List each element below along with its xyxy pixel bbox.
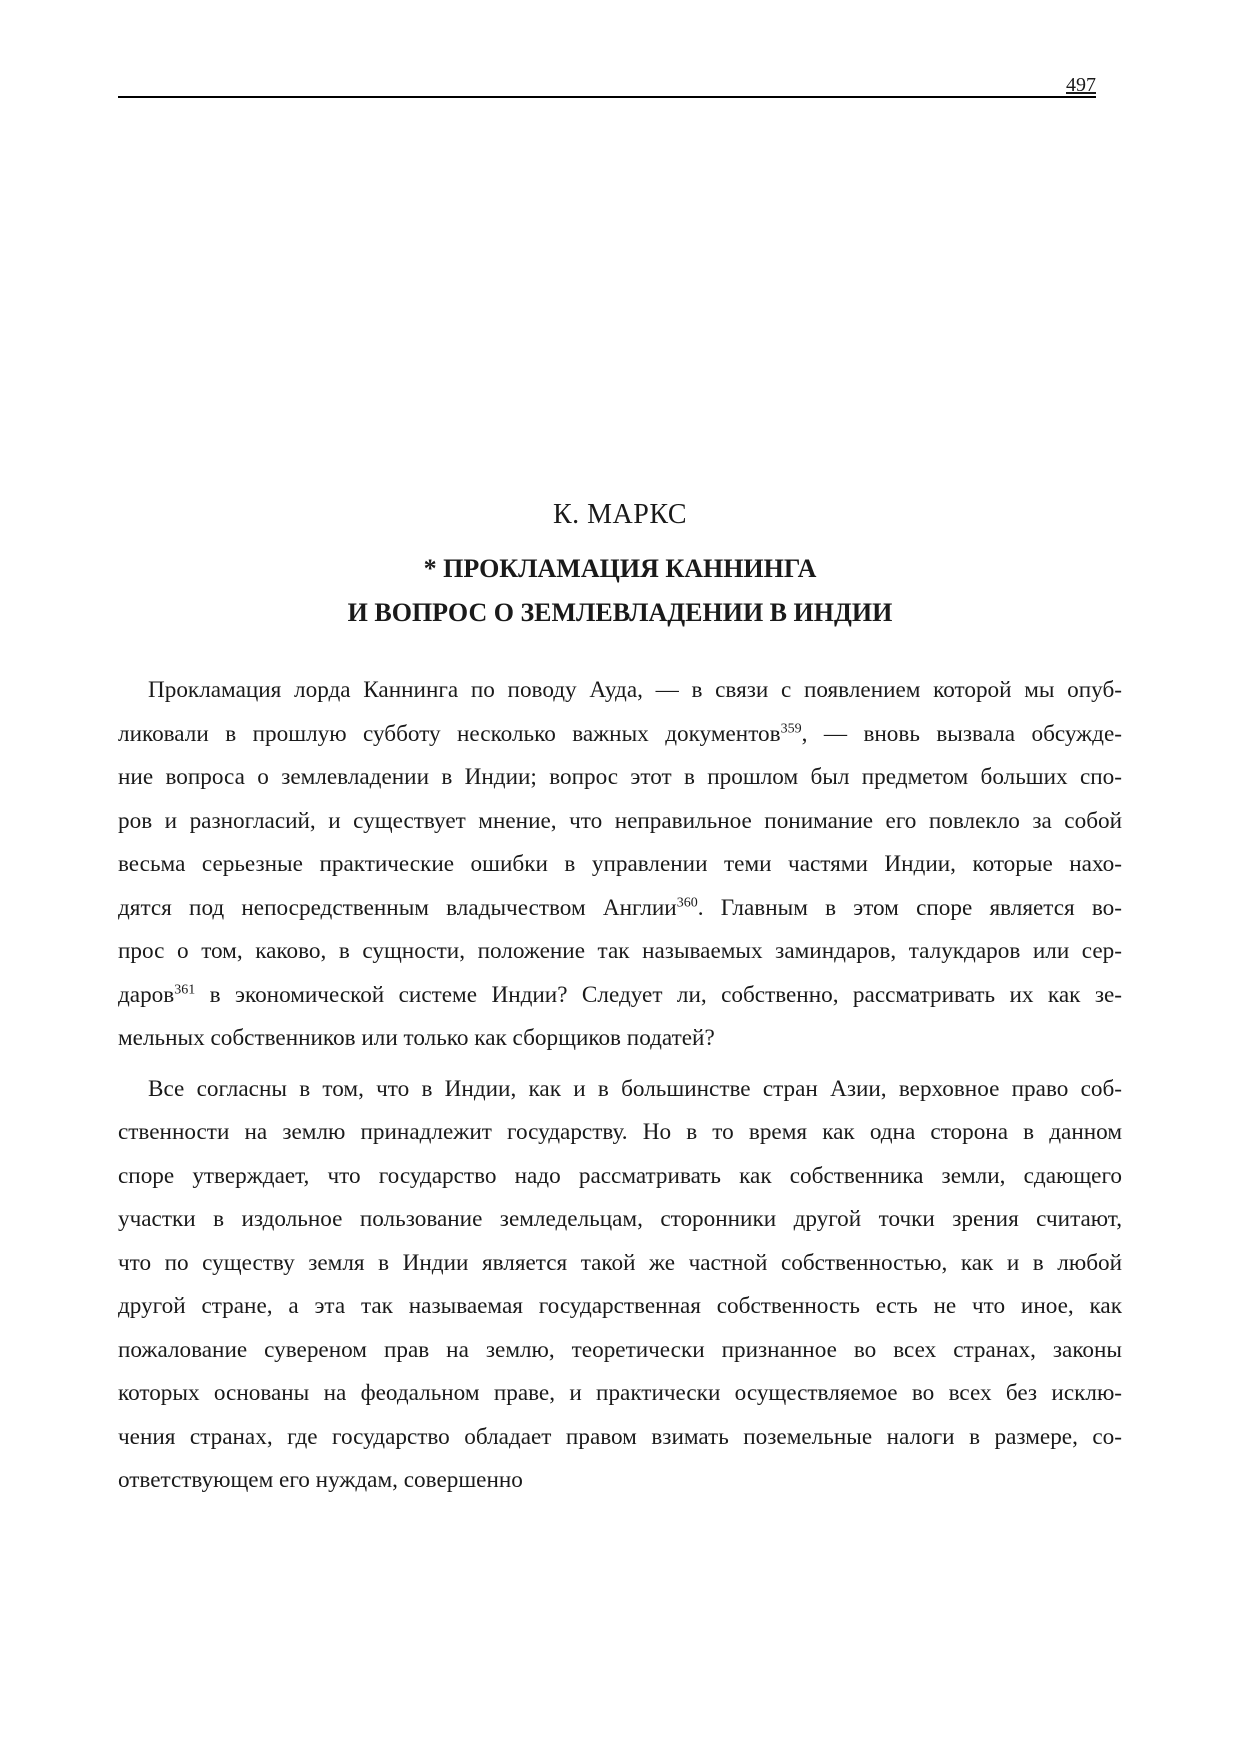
text-line: Прокламация лорда Каннинга по поводу Ауда, — в связи с появлением которой мы опуб- xyxy=(148,677,1122,703)
footnote-ref-360[interactable]: 360 xyxy=(676,894,698,910)
text-line: что по существу земля в Индии является такой же частной собственностью, как и в любой xyxy=(118,1249,1122,1276)
author: К. МАРКС xyxy=(552,499,688,530)
text-line: ответствующем его нуждам, совершенно xyxy=(118,1467,523,1493)
text-fragment: в экономической системе Индии? Следует ли, собственно, рассматривать их как зе- xyxy=(195,981,1122,1008)
title-line-2: И ВОПРОС О ЗЕМЛЕВЛАДЕНИИ В ИНДИИ xyxy=(347,598,893,627)
text-line: ственности на землю принадлежит государству. Но в то время как одна сторона в данном xyxy=(118,1119,1122,1145)
title-line-1: * ПРОКЛАМАЦИЯ КАННИНГА xyxy=(423,554,817,583)
text-line: другой стране, а эта так называемая государственная собственность есть не что иное, как xyxy=(118,1293,1122,1319)
text-line: Все согласны в том, что в Индии, как и в большинстве стран Азии, верховное право соб- xyxy=(148,1075,1122,1102)
text-fragment: дятся под непосредственным владычеством Англии xyxy=(118,894,677,921)
text-line xyxy=(118,887,1122,931)
text-line: споре утверждает, что государство надо рассматривать как собственника земли, сдающего xyxy=(118,1162,1122,1189)
text-line: весьма серьезные практические ошибки в управлении теми частями Индии, которые нахо- xyxy=(118,851,1122,877)
text-line: чения странах, где государство обладает правом взимать поземельные налоги в размере, со- xyxy=(118,1423,1122,1450)
text-fragment: ликовали в прошлую субботу несколько важных документов xyxy=(118,720,781,747)
text-line: ров и разногласий, и существует мнение, что неправильное понимание его повлекло за собой xyxy=(118,807,1122,834)
article-title xyxy=(118,547,1122,635)
footnote-ref-361[interactable]: 361 xyxy=(174,981,196,997)
title-block xyxy=(118,498,1122,635)
text-line: ние вопроса о землевладении в Индии; вопрос этот в прошлом был предметом больших спо- xyxy=(118,764,1122,790)
text-fragment: даров xyxy=(118,981,175,1008)
footnote-ref-359[interactable]: 359 xyxy=(780,720,802,736)
text-line: пожалование сувереном прав на землю, теоретически признанное во всех странах, законы xyxy=(118,1336,1122,1363)
text-line: мельных собственников или только как сборщиков податей? xyxy=(118,1025,715,1051)
paragraph-1 xyxy=(118,669,1122,1061)
paragraph-2 xyxy=(118,1068,1122,1503)
text-line xyxy=(118,713,1122,757)
page-header xyxy=(118,74,1096,98)
text-line: участки в издольное пользование земледельцам, сторонники другой точки зрения считают, xyxy=(118,1206,1122,1232)
text-fragment: , — вновь вызвала обсужде- xyxy=(801,720,1122,747)
text-line: которых основаны на феодальном праве, и практически осуществляемое во всех без исклю- xyxy=(118,1380,1122,1406)
text-fragment: . Главным в этом споре является во- xyxy=(697,894,1122,921)
text-line: прос о том, каково, в сущности, положение так называемых заминдаров, талукдаров или сер- xyxy=(118,938,1122,964)
page-number: 497 xyxy=(1066,74,1096,96)
text-line xyxy=(118,974,1122,1018)
paragraph-gap xyxy=(118,1061,1122,1068)
article-body xyxy=(118,669,1122,1503)
